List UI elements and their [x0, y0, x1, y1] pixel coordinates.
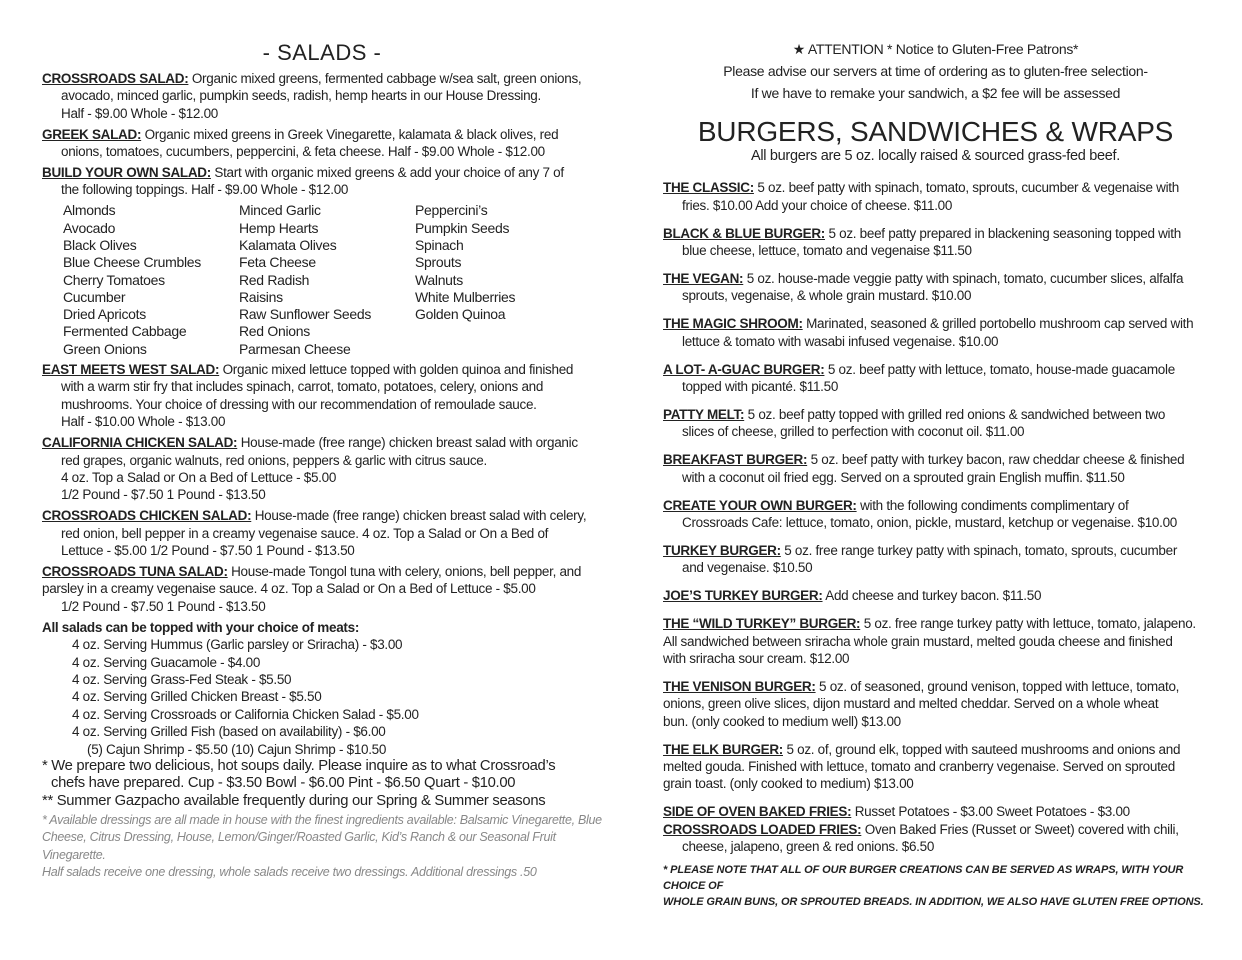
item-name: TURKEY BURGER: — [663, 542, 781, 558]
item-desc-line: parsley in a creamy vegenaise sauce. 4 oz. Top a Salad or On a Bed of Lettuce - $5.00 — [42, 581, 536, 597]
item-desc-line: lettuce & tomato with wasabi infused vegenaise. $10.00 — [682, 333, 999, 349]
topping-item: White Mulberries — [415, 288, 516, 305]
item-desc-line: Crossroads Cafe: lettuce, tomato, onion, pickle, mustard, ketchup or vegenaise. $10.00 — [682, 515, 1177, 530]
topping-item: Dried Apricots — [63, 306, 146, 323]
item-desc: 5 oz. beef patty with turkey bacon, raw cheddar cheese & finished — [810, 452, 1185, 468]
topping-item: Walnuts — [415, 271, 463, 288]
topping-item: Golden Quinoa — [415, 306, 506, 323]
fries-1-desc: Russet Potatoes - $3.00 Sweet Potatoes - $3.00 — [854, 804, 1130, 820]
item-name: THE MAGIC SHROOM: — [663, 316, 803, 332]
meat-option: 4 oz. Serving Grass-Fed Steak - $5.50 — [72, 671, 292, 687]
topping-item: Feta Cheese — [239, 254, 316, 271]
meat-option: 4 oz. Serving Grilled Chicken Breast - $5.50 — [72, 689, 322, 705]
meat-option: 4 oz. Serving Crossroads or California Chicken Salad - $5.00 — [72, 706, 419, 722]
item-desc-line: Half - $10.00 Whole - $13.00 — [61, 414, 226, 430]
menu-item — [42, 507, 602, 559]
item-desc-line: with sriracha sour cream. $12.00 — [663, 650, 850, 666]
item-desc: 5 oz. house-made veggie patty with spinach, tomato, cucumber slices, alfalfa — [746, 271, 1184, 287]
fries-2-name: CROSSROADS LOADED FRIES: — [663, 821, 862, 837]
meat-option: 4 oz. Serving Grilled Fish (based on availability) - $6.00 — [72, 724, 386, 740]
menu-item — [663, 741, 1208, 793]
item-desc-line: red grapes, organic walnuts, red onions, peppers & garlic with citrus sauce. — [61, 452, 487, 468]
item-desc-line: fries. $10.00 Add your choice of cheese. $11.00 — [682, 197, 953, 213]
item-desc: Organic mixed lettuce topped with golden quinoa and finished — [222, 362, 574, 378]
item-desc-line: 1/2 Pound - $7.50 1 Pound - $13.50 — [61, 487, 266, 503]
topping-item: Blue Cheese Crumbles — [63, 254, 201, 271]
topping-item: Red Radish — [239, 271, 310, 288]
topping-item: Almonds — [63, 202, 116, 219]
menu-item — [663, 497, 1208, 532]
meat-option: 4 oz. Serving Hummus (Garlic parsley or Sriracha) - $3.00 — [72, 637, 403, 653]
topping-item: Pumpkin Seeds — [415, 219, 510, 236]
topping-item: Parmesan Cheese — [239, 340, 351, 357]
shrimp-line: (5) Cajun Shrimp - $5.50 (10) Cajun Shrimp - $10.50 — [87, 741, 387, 757]
soup-line-2: chefs have prepared. Cup - $3.50 Bowl - $6.00 Pint - $6.50 Quart - $10.00 — [51, 775, 516, 792]
item-desc: 5 oz. of, ground elk, topped with sauteed mushrooms and onions and — [786, 741, 1181, 757]
topping-item — [415, 323, 591, 340]
burger-items — [663, 179, 1208, 792]
meat-option: 4 oz. Serving Guacamole - $4.00 — [72, 654, 261, 670]
soup-line-1: * We prepare two delicious, hot soups daily. Please inquire as to what Crossroad’s — [42, 757, 556, 774]
topping-item: Spinach — [415, 236, 464, 253]
fries-2-desc-b: cheese, jalapeno, green & red onions. $6.50 — [682, 839, 935, 855]
item-name: THE “WILD TURKEY” BURGER: — [663, 616, 861, 632]
item-name: THE ELK BURGER: — [663, 741, 783, 757]
topping-item: Sprouts — [415, 254, 462, 271]
dressings-line-3: Half salads receive one dressing, whole salads receive two dressings. Additional dressings .50 — [42, 864, 537, 879]
topping-item: Cherry Tomatoes — [63, 271, 165, 288]
fries-1-name: SIDE OF OVEN BAKED FRIES: — [663, 804, 852, 820]
item-desc-line: grain toast. (only cooked to medium) $13.00 — [663, 776, 914, 792]
gluten-line-2: If we have to remake your sandwich, a $2 fee will be assessed — [750, 85, 1121, 101]
gluten-line-1: Please advise our servers at time of ordering as to gluten-free selection- — [723, 63, 1148, 79]
item-name: CREATE YOUR OWN BURGER: — [663, 497, 857, 513]
menu-item — [42, 70, 602, 122]
item-desc: with the following condiments complimentary of — [860, 497, 1129, 513]
item-name: CROSSROADS SALAD: — [42, 71, 189, 86]
menu-item — [42, 563, 602, 615]
item-desc: 5 oz. beef patty with lettuce, tomato, house-made guacamole — [827, 361, 1175, 377]
topping-item: Black Olives — [63, 236, 137, 253]
menu-item — [663, 542, 1208, 577]
topping-item: Kalamata Olives — [239, 236, 337, 253]
item-desc: House-made (free range) chicken breast salad with organic — [240, 435, 578, 451]
item-desc-line: avocado, minced garlic, pumpkin seeds, radish, hemp hearts in our House Dressing. — [61, 88, 541, 104]
menu-item — [42, 361, 602, 431]
item-desc-line: onions, tomatoes, cucumbers, peppercini, & feta cheese. Half - $9.00 Whole - $12.00 — [61, 144, 545, 160]
topping-item: Fermented Cabbage — [63, 323, 187, 340]
menu-item — [663, 315, 1208, 350]
menu-item — [663, 678, 1208, 730]
item-desc-line: melted gouda. Finished with lettuce, tomato and cranberry vegenaise. Served on sprouted — [663, 758, 1175, 774]
item-desc-line: Half - $9.00 Whole - $12.00 — [61, 105, 218, 121]
item-desc-line: sprouts, vegenaise, & whole grain mustard. $10.00 — [682, 288, 972, 304]
fries-section — [663, 803, 1208, 855]
meats-heading: All salads can be topped with your choice of meats: — [42, 619, 360, 635]
item-name: PATTY MELT: — [663, 406, 745, 422]
dressings-line-2: Cheese, Citrus Dressing, House, Lemon/Ginger/Roasted Garlic, Kid’s Ranch & our Seasonal Fruit Vinegarette. — [42, 830, 556, 862]
item-desc: Organic mixed greens in Greek Vinegarette, kalamata & black olives, red — [144, 126, 559, 142]
item-desc-line: mushrooms. Your choice of dressing with our recommendation of remoulade sauce. — [61, 396, 537, 412]
topping-item: Peppercini’s — [415, 202, 488, 219]
topping-item — [415, 341, 591, 358]
item-desc-line: with a warm stir fry that includes spinach, carrot, tomato, potatoes, celery, onions and — [61, 379, 544, 395]
item-desc: 5 oz. beef patty with spinach, tomato, sprouts, cucumber & vegenaise with — [757, 180, 1179, 196]
menu-item — [663, 615, 1208, 667]
item-desc-line: 1/2 Pound - $7.50 1 Pound - $13.50 — [61, 598, 266, 614]
topping-item: Red Onions — [239, 323, 310, 340]
item-name: CROSSROADS CHICKEN SALAD: — [42, 508, 252, 524]
item-desc: 5 oz. free range turkey patty with spinach, tomato, sprouts, cucumber — [784, 542, 1178, 558]
item-desc-line: 4 oz. Top a Salad or On a Bed of Lettuce - $5.00 — [61, 469, 337, 485]
topping-item: Raw Sunflower Seeds — [239, 306, 372, 323]
menu-item — [663, 587, 1208, 604]
attention-line: ★ ATTENTION * Notice to Gluten-Free Patrons* — [792, 41, 1079, 57]
wraps-line-2: WHOLE GRAIN BUNS, OR SPROUTED BREADS. IN ADDITION, WE ALSO HAVE GLUTEN FREE OPTIONS. — [663, 895, 1204, 908]
burgers-subtitle: All burgers are 5 oz. locally raised & sourced grass-fed beef. — [750, 148, 1121, 164]
burgers-column — [663, 0, 1208, 910]
item-desc-line: slices of cheese, grilled to perfection with coconut oil. $11.00 — [682, 424, 1025, 440]
item-desc: 5 oz. beef patty prepared in blackening seasoning topped with — [828, 225, 1181, 241]
item-desc-line: topped with picanté. $11.50 — [682, 379, 839, 395]
salad-items — [42, 70, 602, 199]
item-desc-line: Lettuce - $5.00 1/2 Pound - $7.50 1 Pound - $13.50 — [61, 543, 355, 559]
menu-item — [663, 179, 1208, 214]
topping-item: Green Onions — [63, 340, 147, 357]
menu-item — [42, 434, 602, 504]
item-name: JOE’S TURKEY BURGER: — [663, 588, 823, 604]
item-desc: Start with organic mixed greens & add your choice of any 7 of — [214, 165, 564, 181]
item-name: THE VEGAN: — [663, 271, 744, 287]
salads-title: - SALADS - — [262, 40, 382, 65]
item-name: BREAKFAST BURGER: — [663, 452, 808, 468]
wraps-line-1: * PLEASE NOTE THAT ALL OF OUR BURGER CREATIONS CAN BE SERVED AS WRAPS, WITH YOUR CHOICE OF — [663, 863, 1184, 892]
item-desc: 5 oz. free range turkey patty with lettuce, tomato, jalapeno. — [863, 616, 1196, 632]
item-desc: 5 oz. beef patty topped with grilled red onions & sandwiched between two — [747, 406, 1166, 422]
item-name: GREEK SALAD: — [42, 126, 142, 142]
item-desc-line: and vegenaise. $10.50 — [682, 560, 813, 576]
item-name: CROSSROADS TUNA SALAD: — [42, 563, 228, 579]
dressings-note — [42, 812, 602, 881]
item-desc: House-made Tongol tuna with celery, onions, bell pepper, and — [231, 563, 582, 579]
item-name: BUILD YOUR OWN SALAD: — [42, 165, 211, 181]
menu-item — [663, 361, 1208, 396]
menu-item — [663, 270, 1208, 305]
menu-item — [663, 225, 1208, 260]
topping-item: Raisins — [239, 288, 283, 305]
item-name: A LOT- A-GUAC BURGER: — [663, 361, 825, 377]
item-desc-line: red onion, bell pepper in a creamy vegenaise sauce. 4 oz. Top a Salad or On a Bed of — [61, 525, 549, 541]
menu-item — [42, 126, 602, 161]
item-name: THE VENISON BURGER: — [663, 678, 816, 694]
item-name: THE CLASSIC: — [663, 180, 754, 196]
burgers-title: BURGERS, SANDWICHES & WRAPS — [697, 116, 1174, 147]
salad-items-2 — [42, 361, 602, 615]
wraps-note — [663, 862, 1208, 910]
item-desc-line: bun. (only cooked to medium well) $13.00 — [663, 713, 901, 729]
item-name: CALIFORNIA CHICKEN SALAD: — [42, 435, 238, 451]
item-desc-line: blue cheese, lettuce, tomato and vegenaise $11.50 — [682, 243, 972, 259]
menu-item — [663, 406, 1208, 441]
topping-item: Minced Garlic — [239, 202, 321, 219]
item-desc: 5 oz. of seasoned, ground venison, topped with lettuce, tomato, — [819, 678, 1180, 694]
meats-list — [42, 636, 602, 740]
item-desc: Add cheese and turkey bacon. $11.50 — [825, 588, 1042, 604]
soup-line-3: ** Summer Gazpacho available frequently during our Spring & Summer seasons — [42, 792, 546, 809]
topping-item: Hemp Hearts — [239, 219, 319, 236]
gluten-notice — [663, 38, 1208, 104]
menu-item — [42, 164, 602, 199]
item-desc: Marinated, seasoned & grilled portobello mushroom cap served with — [806, 316, 1194, 332]
item-desc-line: onions, green olive slices, dijon mustard and melted cheddar. Served on a whole wheat — [663, 696, 1159, 712]
item-desc: House-made (free range) chicken breast salad with celery, — [254, 508, 587, 524]
topping-item: Avocado — [63, 219, 116, 236]
item-desc-line: All sandwiched between sriracha whole grain mustard, melted gouda cheese and finished — [663, 633, 1173, 649]
menu-item — [663, 451, 1208, 486]
topping-item: Cucumber — [63, 288, 126, 305]
item-desc-line: with a coconut oil fried egg. Served on a sprouted grain English muffin. $11.50 — [682, 469, 1125, 485]
item-desc-line: the following toppings. Half - $9.00 Whole - $12.00 — [61, 182, 349, 198]
item-name: EAST MEETS WEST SALAD: — [42, 362, 220, 378]
item-name: BLACK & BLUE BURGER: — [663, 225, 825, 241]
item-desc: Organic mixed greens, fermented cabbage w/sea salt, green onions, — [191, 71, 582, 86]
dressings-line-1: * Available dressings are all made in house with the finest ingredients available: Balsamic Vinegarette, Blue — [42, 813, 602, 828]
salads-column — [42, 0, 602, 881]
soup-note — [42, 758, 602, 810]
toppings-list — [63, 202, 602, 358]
fries-2-desc-a: Oven Baked Fries (Russet or Sweet) covered with chili, — [864, 821, 1179, 837]
